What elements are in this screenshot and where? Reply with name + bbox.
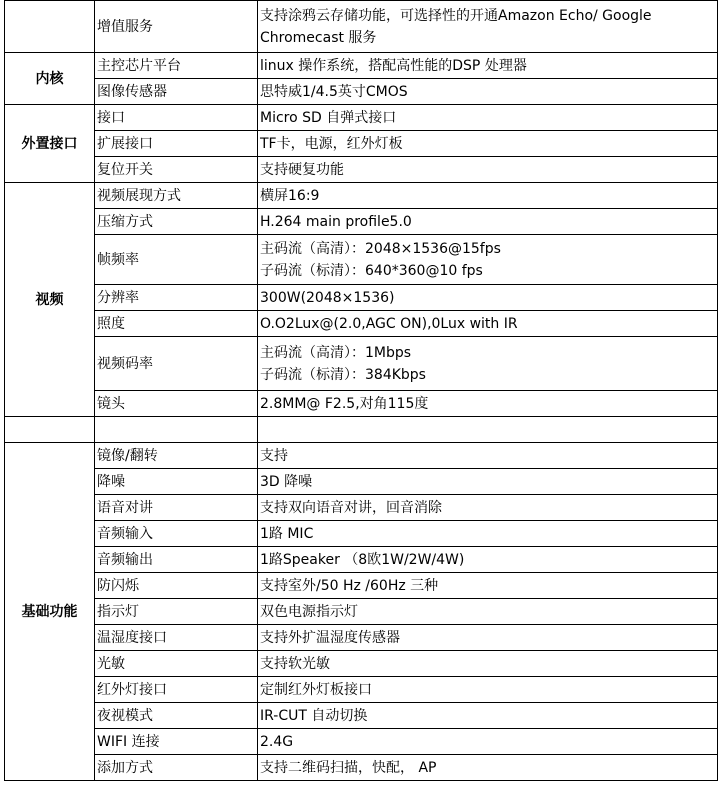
value-line: H.264 main profile5.0 xyxy=(260,213,412,230)
value-cell xyxy=(258,495,718,521)
feature-cell: WIFI 连接 xyxy=(95,729,258,755)
value-line: 支持软光敏 xyxy=(260,655,330,672)
feature-cell: 增值服务 xyxy=(95,1,258,53)
value-line: 300W(2048×1536) xyxy=(260,289,395,306)
category-cell: 外置接口 xyxy=(5,105,95,183)
feature-cell: 复位开关 xyxy=(95,157,258,183)
table-row xyxy=(5,1,718,53)
value-cell xyxy=(258,755,718,781)
table-row xyxy=(5,599,718,625)
value-cell xyxy=(258,105,718,131)
value-cell xyxy=(258,209,718,235)
value-line: IR-CUT 自动切换 xyxy=(260,707,368,724)
value-cell xyxy=(258,625,718,651)
value-cell xyxy=(258,157,718,183)
feature-cell: 扩展接口 xyxy=(95,131,258,157)
empty-cell xyxy=(95,417,258,443)
table-row xyxy=(5,183,718,209)
value-line: Chromecast 服务 xyxy=(260,29,377,46)
value-line: 支持二维码扫描，快配， AP xyxy=(260,759,437,776)
value-cell xyxy=(258,391,718,417)
value-line: 1路 MIC xyxy=(260,525,314,542)
value-cell xyxy=(258,235,718,285)
table-row xyxy=(5,547,718,573)
category-cell: 内核 xyxy=(5,53,95,105)
value-cell xyxy=(258,469,718,495)
value-line: 子码流（标清）：640*360@10 fps xyxy=(260,262,483,279)
table-row xyxy=(5,105,718,131)
category-cell xyxy=(5,1,95,53)
value-line: 1路Speaker （8欧1W/2W/4W) xyxy=(260,551,465,568)
feature-cell: 镜头 xyxy=(95,391,258,417)
table-row xyxy=(5,729,718,755)
value-cell xyxy=(258,183,718,209)
value-line: 双色电源指示灯 xyxy=(260,603,358,620)
value-cell xyxy=(258,53,718,79)
value-cell xyxy=(258,599,718,625)
table-row xyxy=(5,131,718,157)
value-cell xyxy=(258,337,718,391)
value-line: 支持室外/50 Hz /60Hz 三种 xyxy=(260,577,439,594)
table-row xyxy=(5,521,718,547)
value-line: 定制红外灯板接口 xyxy=(260,681,372,698)
feature-cell: 分辨率 xyxy=(95,285,258,311)
feature-cell: 红外灯接口 xyxy=(95,677,258,703)
table-row xyxy=(5,677,718,703)
value-line: 2.4G xyxy=(260,733,294,750)
value-cell xyxy=(258,651,718,677)
spec-table-body xyxy=(5,1,718,781)
value-cell xyxy=(258,521,718,547)
table-row xyxy=(5,311,718,337)
table-row xyxy=(5,285,718,311)
value-line: O.O2Lux@(2.0,AGC ON),0Lux with IR xyxy=(260,315,518,332)
table-row xyxy=(5,53,718,79)
table-row xyxy=(5,495,718,521)
value-cell xyxy=(258,729,718,755)
table-row xyxy=(5,469,718,495)
feature-cell: 图像传感器 xyxy=(95,79,258,105)
value-cell xyxy=(258,1,718,53)
feature-cell: 音频输入 xyxy=(95,521,258,547)
table-row xyxy=(5,573,718,599)
value-cell xyxy=(258,677,718,703)
value-cell xyxy=(258,131,718,157)
table-row xyxy=(5,651,718,677)
feature-cell: 视频展现方式 xyxy=(95,183,258,209)
feature-cell: 主控芯片平台 xyxy=(95,53,258,79)
feature-cell: 接口 xyxy=(95,105,258,131)
value-line: linux 操作系统，搭配高性能的DSP 处理器 xyxy=(260,57,527,74)
feature-cell: 视频码率 xyxy=(95,337,258,391)
value-line: 主码流（高清）：1Mbps xyxy=(260,344,412,361)
value-cell xyxy=(258,443,718,469)
table-row xyxy=(5,625,718,651)
table-row xyxy=(5,209,718,235)
empty-cell xyxy=(5,417,95,443)
value-cell xyxy=(258,703,718,729)
feature-cell: 帧频率 xyxy=(95,235,258,285)
value-line: 支持 xyxy=(260,447,288,464)
feature-cell: 压缩方式 xyxy=(95,209,258,235)
value-cell xyxy=(258,311,718,337)
feature-cell: 镜像/翻转 xyxy=(95,443,258,469)
table-row xyxy=(5,391,718,417)
value-line: TF卡，电源，红外灯板 xyxy=(260,135,403,152)
feature-cell: 光敏 xyxy=(95,651,258,677)
value-line: 支持涂鸦云存储功能，可选择性的开通Amazon Echo/ Google xyxy=(260,7,652,24)
feature-cell: 温湿度接口 xyxy=(95,625,258,651)
spec-table xyxy=(4,0,718,781)
table-row xyxy=(5,157,718,183)
feature-cell: 夜视模式 xyxy=(95,703,258,729)
value-line: 子码流（标清）：384Kbps xyxy=(260,366,426,383)
value-line: 支持外扩温湿度传感器 xyxy=(260,629,400,646)
category-cell: 视频 xyxy=(5,183,95,417)
value-cell xyxy=(258,79,718,105)
feature-cell: 添加方式 xyxy=(95,755,258,781)
feature-cell: 照度 xyxy=(95,311,258,337)
value-line: 思特威1/4.5英寸CMOS xyxy=(260,83,408,100)
value-line: 主码流（高清）：2048×1536@15fps xyxy=(260,240,501,257)
value-line: 支持硬复功能 xyxy=(260,161,344,178)
spacer-row xyxy=(5,417,718,443)
value-cell xyxy=(258,547,718,573)
value-cell xyxy=(258,285,718,311)
table-row xyxy=(5,755,718,781)
value-line: 2.8MM@ F2.5,对角115度 xyxy=(260,395,429,412)
empty-cell xyxy=(258,417,718,443)
value-line: 3D 降噪 xyxy=(260,473,313,490)
category-cell: 基础功能 xyxy=(5,443,95,781)
table-row xyxy=(5,337,718,391)
feature-cell: 防闪烁 xyxy=(95,573,258,599)
value-line: 支持双向语音对讲，回音消除 xyxy=(260,499,442,516)
feature-cell: 指示灯 xyxy=(95,599,258,625)
value-line: Micro SD 自弹式接口 xyxy=(260,109,397,126)
table-row xyxy=(5,443,718,469)
table-row xyxy=(5,79,718,105)
value-line: 横屏16:9 xyxy=(260,187,320,204)
feature-cell: 语音对讲 xyxy=(95,495,258,521)
table-row xyxy=(5,703,718,729)
table-row xyxy=(5,235,718,285)
feature-cell: 音频输出 xyxy=(95,547,258,573)
value-cell xyxy=(258,573,718,599)
feature-cell: 降噪 xyxy=(95,469,258,495)
